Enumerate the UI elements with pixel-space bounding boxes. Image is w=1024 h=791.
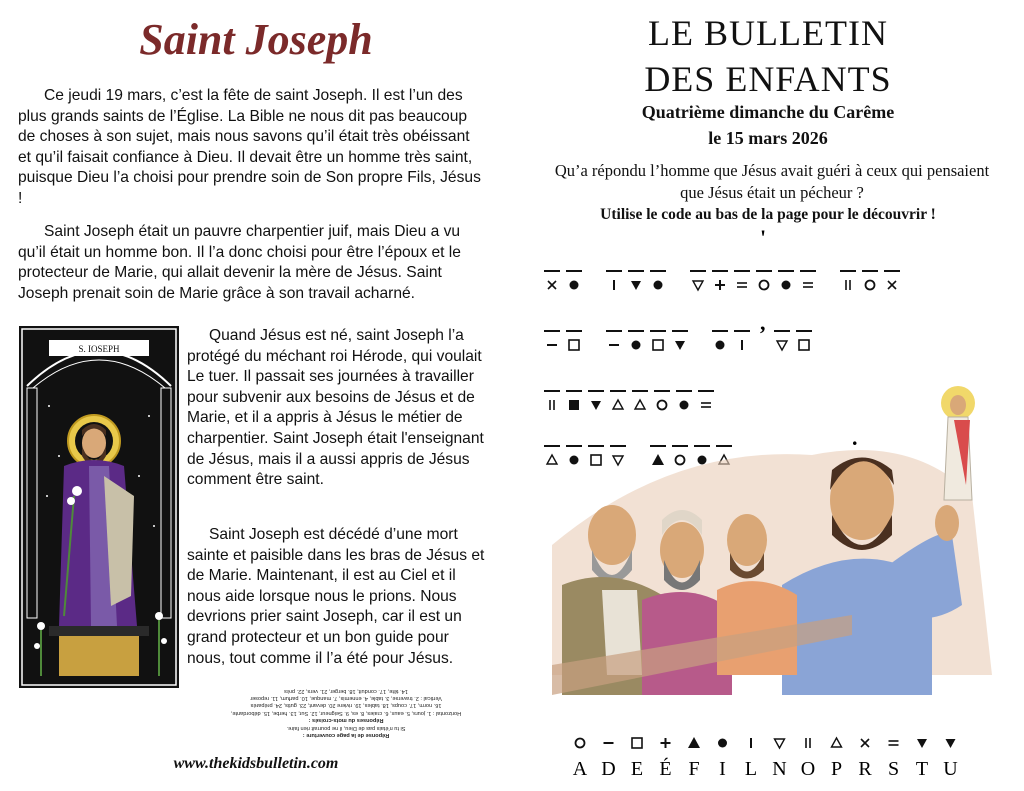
- key-symbol: [861, 739, 869, 747]
- key-letter: N: [772, 758, 787, 780]
- liturgical-day: Quatrième dimanche du Carême: [641, 102, 895, 122]
- cipher-symbol: [675, 341, 685, 350]
- cipher-key: [512, 725, 1024, 785]
- key-letter: R: [858, 758, 872, 780]
- punctuation-mark: ': [760, 230, 767, 250]
- cipher-symbol: [632, 341, 641, 350]
- key-symbol: [688, 737, 700, 748]
- key-symbol: [775, 739, 785, 748]
- punctuation-mark: ,: [760, 310, 766, 335]
- key-letter: A: [572, 758, 588, 780]
- key-letter: I: [719, 758, 726, 780]
- key-symbol: [632, 738, 642, 748]
- saint-joseph-image: [19, 326, 179, 688]
- cipher-symbol: [693, 281, 703, 290]
- answer-key-upside-down: Réponse de la page couverture : Si tu n'étais pas de Dieu, il ne pourrait rien faire. Réponses du mots-croisés : Horizontal : 1. jours, 5. eaux, 6. craies, 8. es, 9. Seigneur, 12. Sur, 13. herbe, 15. débordante, 16. norm, 17. coups, 18. tables, 19. riviere 20. devant, 23. gutis, 24. préparés Vertical : 2. traverse, 3. table, 4. ennemis, 7. manque, 10. parfum, 11. reposer 14. tête, 17. conduit, 18. berger, 21. vers, 22. près: [230, 687, 462, 738]
- key-letter: U: [943, 758, 958, 780]
- cipher-symbol: [803, 283, 813, 287]
- paragraph-2: Saint Joseph était un pauvre charpentier juif, mais Dieu a vu qu’il était un homme bon. Il l’a donc choisi pour être l’époux et le protecteur de Marie, qui allait devenir la mère de Jésus. Saint Joseph prenait soin de Marie grâce à son travail acharné.: [18, 223, 461, 302]
- cipher-symbol: [782, 281, 791, 290]
- key-letter: F: [688, 758, 700, 780]
- punctuation-mark: .: [852, 425, 858, 450]
- key-letter: E: [630, 758, 644, 780]
- key-symbol: [889, 741, 899, 745]
- cipher-symbol: [548, 281, 556, 289]
- paragraph-1: Ce jeudi 19 mars, c’est la fête de saint Joseph. Il est l’un des plus grands saints de l’Église. La Bible ne nous dit pas beaucoup de choses à son sujet, mais nous savons qu’il était très obéissant et qu’il faisait confiance à Dieu. Il devait être un homme très saint, puisque Dieu l’a choisi pour prendre soin de Son propre Fils, Jésus !: [18, 87, 481, 207]
- cipher-symbol: [760, 281, 769, 290]
- page-title: Saint Joseph: [139, 15, 373, 64]
- cipher-symbol: [569, 340, 579, 350]
- website-link[interactable]: www.thekidsbulletin.com: [173, 755, 339, 772]
- jesus-healed-man-illustration: [552, 375, 1022, 715]
- right-page: [512, 0, 1024, 791]
- cipher-symbol: [570, 281, 579, 290]
- key-letter: É: [659, 758, 672, 780]
- key-symbol: [832, 738, 842, 747]
- cipher-symbol: [716, 341, 725, 350]
- puzzle-question: Qu’a répondu l’homme que Jésus avait guéri à ceux qui pensaient que Jésus était un pécheur ?: [554, 161, 990, 202]
- key-letter: S: [887, 758, 900, 780]
- key-letter: T: [915, 758, 929, 780]
- key-letter: O: [800, 758, 816, 780]
- date: le 15 mars 2026: [708, 128, 828, 148]
- paragraph-3: Quand Jésus est né, saint Joseph l’a protégé du méchant roi Hérode, qui voulait Le tuer. Il passait ses journées à travailler pour subvenir aux besoins de Jésus et de Marie, et il a appris à Jésus le métier de charpentier. Saint Joseph était l'enseignant de Jésus, mais il a aussi appris de Jésus comment être saint.: [187, 327, 484, 489]
- key-symbol: [946, 739, 956, 748]
- cipher-symbol: [846, 280, 850, 290]
- cipher-symbol: [799, 340, 809, 350]
- key-letter: L: [744, 758, 758, 780]
- image-banner: S. IOSEPH: [78, 344, 120, 354]
- key-letter: P: [830, 758, 843, 780]
- cipher-symbol: [653, 340, 663, 350]
- cipher-symbol: [737, 283, 747, 287]
- cipher-symbol: [866, 281, 875, 290]
- key-symbol: [718, 739, 727, 748]
- key-symbol: [917, 739, 927, 748]
- key-letter: D: [601, 758, 616, 780]
- puzzle-instruction: Utilise le code au bas de la page pour le découvrir !: [600, 206, 936, 223]
- key-symbol: [576, 739, 585, 748]
- cipher-symbol: [715, 280, 725, 290]
- paragraph-4: Saint Joseph est décédé d’une mort sainte et paisible dans les bras de Jésus et de Marie. Maintenant, il est au Ciel et il nous aide lorsque nous le prions. Nous devrions prier saint Joseph, car il est un grand protecteur et un bon guide pour nous, tout comme il l’a été pour Jésus.: [187, 526, 485, 667]
- cipher-symbol: [654, 281, 663, 290]
- bulletin-title: LE BULLETIN DES ENFANTS: [644, 13, 892, 99]
- cipher-symbol: [631, 281, 641, 290]
- key-symbol: [661, 738, 671, 748]
- cipher-symbol: [777, 341, 787, 350]
- key-symbol: [806, 738, 810, 748]
- cipher-symbol: [888, 281, 896, 289]
